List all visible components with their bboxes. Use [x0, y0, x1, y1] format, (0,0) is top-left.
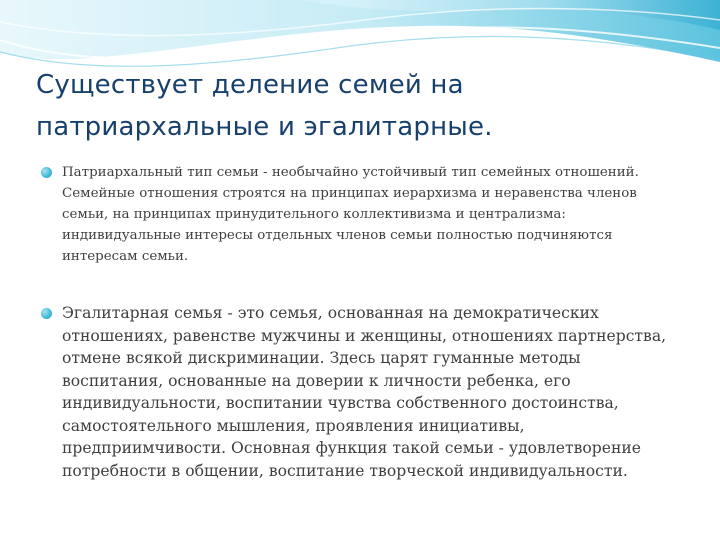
round-bullet-icon [41, 308, 52, 319]
slide-title: Существует деление семей на патриархальные и эгалитарные. [36, 70, 493, 142]
bullet-text: Патриархальный тип семьи - необычайно устойчивый тип семейных отношений. Семейные отношения строятся на принципах иерархизма и неравенства членов семьи, на принципах принудительного коллективизма и централизма: индивидуальные интересы отдельных членов семьи полностью подчиняются интересам семьи. [62, 165, 639, 264]
round-bullet-icon [41, 167, 52, 178]
bullet-text: Эгалитарная семья - это семья, основанная на демократических отношениях, равенстве мужчины и женщины, отношениях партнерства, отмене всякой дискриминации. Здесь царят гуманные методы воспитания, основанные на доверии к личности ребенка, его индивидуальности, воспитании чувства собственного достоинства, самостоятельного мышления, проявления инициативы, предприимчивости. Основная функция такой семьи - удовлетворение потребности в общении, воспитание творческой индивидуальности. [62, 304, 667, 480]
bullet-item-patriarchal [40, 162, 685, 267]
bullet-item-egalitarian [40, 302, 685, 482]
bullet-list [40, 162, 685, 482]
